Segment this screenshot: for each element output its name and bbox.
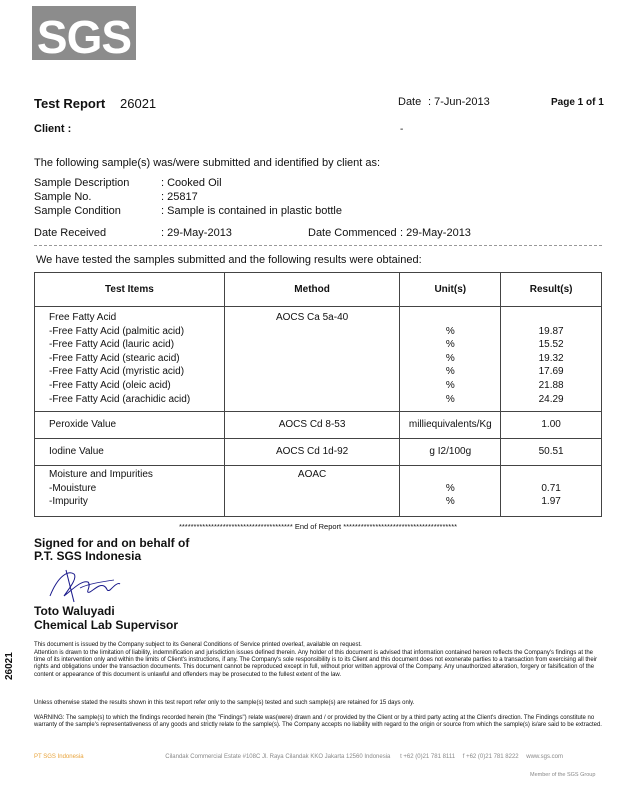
header-method: Method <box>224 273 400 307</box>
item-text: -Free Fatty Acid (stearic acid) <box>49 352 180 364</box>
result-text: 24.29 <box>538 393 564 405</box>
disclaimer-p2: Attention is drawn to the limitation of liability, indemnification and jurisdiction issues defined therein. Any holder of this document is advised that information contained hereon reflects the Company's findings at the time of its intervention only and within the limits of Client's instructions, if any. The Company's sole responsibility is to its Client and this document does not exonerate parties to a transaction from exercising all their rights and obligations under the transaction documents. This document cannot be reproduced except in full, without prior written approval of the Company. Any unauthorized alteration, forgery or falsification of the content or appearance of this document is unlawful and offenders may be prosecuted to the fullest extent of the law. <box>34 650 598 678</box>
date-value: : 7-Jun-2013 <box>428 96 490 108</box>
unit-text: % <box>445 482 455 494</box>
item-text: -Free Fatty Acid (arachidic acid) <box>49 393 191 405</box>
result-text <box>501 311 601 325</box>
item-text: -Free Fatty Acid (myristic acid) <box>49 366 185 378</box>
sample-cond-label: Sample Condition <box>34 205 121 217</box>
report-number: 26021 <box>120 96 157 111</box>
method-cell <box>224 439 400 466</box>
footer-phone: t +62 (0)21 781 8111 <box>400 754 456 760</box>
result-text: 21.88 <box>538 379 564 391</box>
units-cell <box>400 439 501 466</box>
results-cell <box>501 439 602 466</box>
method-text: AOCS Cd 8-53 <box>278 419 346 431</box>
page-number: Page 1 of 1 <box>551 97 604 108</box>
table-row <box>35 466 602 517</box>
side-report-number: 26021 <box>4 652 15 680</box>
item-text: Iodine Value <box>49 446 104 458</box>
client-mark: - <box>400 124 404 135</box>
unit-text <box>400 468 500 482</box>
unit-text: % <box>445 339 455 351</box>
unit-text: % <box>445 393 455 405</box>
date-received-value: : 29-May-2013 <box>161 227 232 239</box>
result-text: 50.51 <box>538 446 564 458</box>
item-text: -Free Fatty Acid (oleic acid) <box>49 379 171 391</box>
unit-text: % <box>445 352 455 364</box>
result-text: 1.97 <box>541 496 561 508</box>
unit-text: % <box>445 325 455 337</box>
end-of-report: *************************************** End of Report *************************************** <box>178 522 458 531</box>
header-test-items: Test Items <box>35 273 225 307</box>
unit-text: milliequivalents/Kg <box>408 419 492 431</box>
results-cell <box>501 307 602 412</box>
item-text: Moisture and Impurities <box>49 469 153 480</box>
result-text: 1.00 <box>541 419 561 431</box>
item-text: Free Fatty Acid <box>49 312 117 323</box>
intro-text: The following sample(s) was/were submitted and identified by client as: <box>34 157 381 169</box>
unit-text <box>400 311 500 325</box>
disclaimer-p3: Unless otherwise stated the results shown in this test report refer only to the sample(s) tested and such sample(s) are retained for 15 days only. <box>34 700 415 706</box>
results-table <box>34 272 602 517</box>
units-cell <box>400 466 501 517</box>
disclaimer-p1: This document is issued by the Company subject to its General Conditions of Service printed overleaf, available on request. <box>34 642 362 648</box>
table-header-row <box>35 273 602 307</box>
footer-member: Member of the SGS Group <box>530 772 596 778</box>
method-text: AOCS Ca 5a-40 <box>275 312 349 323</box>
result-text: 19.32 <box>538 352 564 364</box>
signatory-name: Toto Waluyadi <box>34 604 115 618</box>
item-text: -Mouisture <box>49 482 97 494</box>
sgs-logo <box>32 6 136 63</box>
table-row <box>35 307 602 412</box>
tested-text: We have tested the samples submitted and the following results were obtained: <box>36 254 422 266</box>
method-cell <box>224 412 400 439</box>
report-title: Test Report <box>34 96 106 111</box>
client-label: Client : <box>34 123 72 135</box>
date-commenced-label: Date Commenced <box>308 227 397 239</box>
items-cell <box>35 412 225 439</box>
result-text: 15.52 <box>538 339 564 351</box>
sample-desc-label: Sample Description <box>34 177 130 189</box>
method-cell <box>224 466 400 517</box>
item-text: -Free Fatty Acid (palmitic acid) <box>49 325 185 337</box>
header-units: Unit(s) <box>400 273 501 307</box>
footer-company: PT SGS Indonesia <box>34 754 84 760</box>
sgs-logo-text: SGS <box>36 11 132 63</box>
signed-for-text: Signed for and on behalf of <box>34 536 190 550</box>
footer-address: Cilandak Commercial Estate #108C Jl. Raya Cilandak KKO Jakarta 12560 Indonesia <box>165 754 391 760</box>
units-cell <box>400 307 501 412</box>
items-cell <box>35 439 225 466</box>
method-text: AOAC <box>297 469 327 480</box>
method-text: AOCS Cd 1d-92 <box>275 446 349 458</box>
footer-web: www.sgs.com <box>526 754 563 760</box>
results-cell <box>501 466 602 517</box>
footer-address-line <box>34 754 602 760</box>
sample-no-label: Sample No. <box>34 191 92 203</box>
items-cell <box>35 466 225 517</box>
unit-text: % <box>445 366 455 378</box>
result-text: 0.71 <box>541 482 561 494</box>
sample-cond-value: : Sample is contained in plastic bottle <box>161 205 342 217</box>
handwritten-signature <box>44 566 124 604</box>
result-text: 19.87 <box>538 325 564 337</box>
item-text: Peroxide Value <box>49 419 117 431</box>
table-row <box>35 439 602 466</box>
unit-text: g I2/100g <box>429 446 472 458</box>
date-commenced-value: : 29-May-2013 <box>400 227 471 239</box>
item-text: -Impurity <box>49 496 88 508</box>
date-received-label: Date Received <box>34 227 107 239</box>
unit-text: % <box>445 496 455 508</box>
item-text: -Free Fatty Acid (lauric acid) <box>49 339 175 351</box>
header-results: Result(s) <box>501 273 602 307</box>
divider <box>34 245 602 246</box>
company-name: P.T. SGS Indonesia <box>34 549 142 563</box>
signatory-title: Chemical Lab Supervisor <box>34 618 179 632</box>
result-text: 17.69 <box>538 366 564 378</box>
sample-no-value: : 25817 <box>161 191 198 203</box>
items-cell <box>35 307 225 412</box>
unit-text: % <box>445 379 455 391</box>
result-text <box>501 468 601 482</box>
date-label: Date <box>398 96 422 108</box>
disclaimer-p4: WARNING: The sample(s) to which the findings recorded herein (the "Findings") relate was(were) drawn and / or provided by the Client or by a third party acting at the Client's direction. The Findings constitute no warranty of the sample's representativeness of any goods and strictly relate to the sample(s). The Company accepts no liability with regard to the origin or source from which the sample(s) is/are said to be extracted. <box>34 715 602 729</box>
footer-fax: f +62 (0)21 781 8222 <box>462 754 519 760</box>
results-cell <box>501 412 602 439</box>
table-row <box>35 412 602 439</box>
sample-desc-value: : Cooked Oil <box>161 177 222 189</box>
units-cell <box>400 412 501 439</box>
method-cell <box>224 307 400 412</box>
